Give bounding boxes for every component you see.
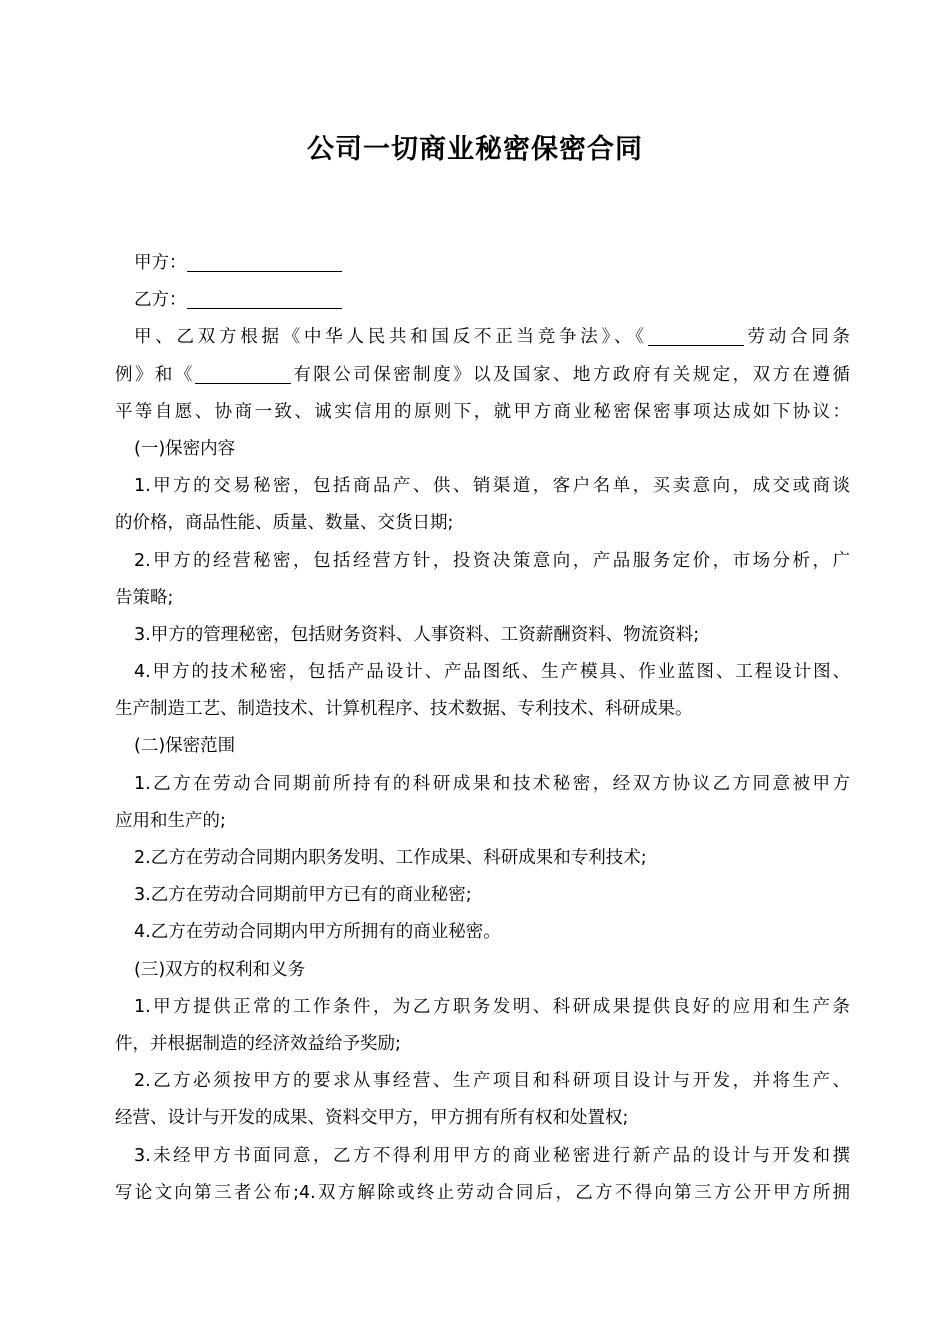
party-b-blank xyxy=(187,288,342,309)
document-title: 公司一切商业秘密保密合同 xyxy=(307,134,643,165)
paragraph-line: 3.乙方在劳动合同期前甲方已有的商业秘密; xyxy=(134,885,472,906)
paragraph-line: 的价格，商品性能、质量、数量、交货日期; xyxy=(115,513,454,534)
preamble-line-2 xyxy=(115,357,850,394)
preamble-text: 劳动合同条 xyxy=(743,327,850,348)
paragraph-line: 1.甲方提供正常的工作条件，为乙方职务发明、科研成果提供良好的应用和生产条 xyxy=(134,996,850,1017)
preamble-text: 有限公司保密制度》以及国家、地方政府有关规定，双方在遵循 xyxy=(290,364,850,385)
party-b-label: 乙方： xyxy=(134,290,187,311)
paragraph-line: 4.甲方的技术秘密，包括产品设计、产品图纸、生产模具、作业蓝图、工程设计图、 xyxy=(134,662,850,683)
party-b-line xyxy=(115,282,850,319)
section-heading: (二)保密范围 xyxy=(134,736,236,757)
paragraph-line: 经营、设计与开发的成果、资料交甲方，甲方拥有所有权和处置权; xyxy=(115,1108,629,1129)
paragraph-line: 告策略; xyxy=(115,587,174,608)
preamble-text: 甲、乙双方根据《中华人民共和国反不正当竞争法》、《 xyxy=(134,327,648,348)
document-body xyxy=(115,245,850,1212)
paragraph-line: 2.乙方在劳动合同期内职务发明、工作成果、科研成果和专利技术; xyxy=(134,848,647,868)
company-name-blank xyxy=(195,363,291,384)
party-a-line xyxy=(115,245,850,282)
preamble-line-1 xyxy=(115,319,850,356)
preamble-line-3: 平等自愿、协商一致、诚实信用的原则下，就甲方商业秘密保密事项达成如下协议： xyxy=(115,401,850,422)
paragraph-line: 3.甲方的管理秘密，包括财务资料、人事资料、工资薪酬资料、物流资料; xyxy=(134,624,700,645)
paragraph-line: 2.甲方的经营秘密，包括经营方针，投资决策意向，产品服务定价，市场分析，广 xyxy=(134,550,850,571)
preamble-text: 例》和《 xyxy=(115,364,195,385)
party-a-blank xyxy=(187,251,342,272)
paragraph-line: 4.乙方在劳动合同期内甲方所拥有的商业秘密。 xyxy=(134,922,501,943)
paragraph-line: 1.乙方在劳动合同期前所持有的科研成果和技术秘密，经双方协议乙方同意被甲方 xyxy=(134,773,850,794)
paragraph-line: 1.甲方的交易秘密，包括商品产、供、销渠道，客户名单，买卖意向，成交或商谈 xyxy=(134,476,850,497)
section-heading: (三)双方的权利和义务 xyxy=(134,959,306,980)
paragraph-line: 写论文向第三者公布;4.双方解除或终止劳动合同后，乙方不得向第三方公开甲方所拥 xyxy=(115,1182,850,1203)
paragraph-line: 3.未经甲方书面同意，乙方不得利用甲方的商业秘密进行新产品的设计与开发和撰 xyxy=(134,1145,850,1166)
section-heading: (一)保密内容 xyxy=(134,438,236,459)
paragraph-line: 2.乙方必须按甲方的要求从事经营、生产项目和科研项目设计与开发，并将生产、 xyxy=(134,1071,850,1092)
paragraph-line: 件，并根据制造的经济效益给予奖励; xyxy=(115,1033,401,1054)
paragraph-line: 生产制造工艺、制造技术、计算机程序、技术数据、专利技术、科研成果。 xyxy=(115,699,693,720)
party-a-label: 甲方： xyxy=(134,253,187,273)
labor-regulation-blank xyxy=(648,325,744,346)
paragraph-line: 应用和生产的; xyxy=(115,810,226,831)
